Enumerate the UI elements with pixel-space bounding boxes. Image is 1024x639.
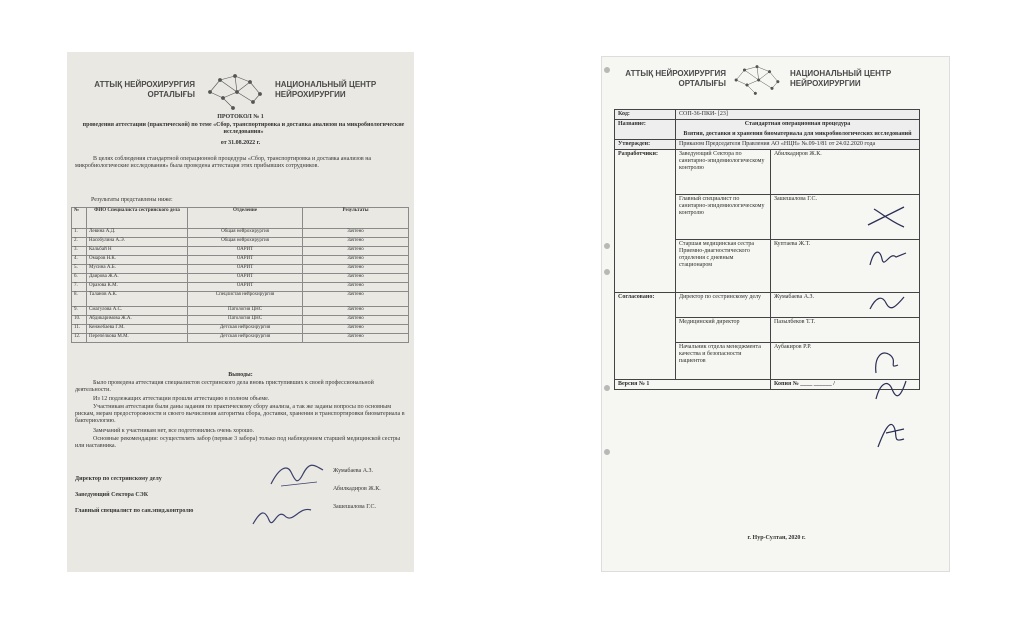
cell: Патология ЦНС [188, 316, 303, 325]
logo-ru-name: НАЦИОНАЛЬНЫЙ ЦЕНТР НЕЙРОХИРУРГИИ [275, 80, 377, 99]
developers-label: Разработчики: [615, 150, 676, 293]
cell: 12. [72, 334, 87, 343]
logo-kz-name: АТТЫҚ НЕЙРОХИРУРГИЯ ОРТАЛЫҒЫ [94, 80, 195, 99]
table-row [72, 256, 409, 265]
handwritten-signature [247, 500, 317, 530]
cell: 5. [72, 265, 87, 274]
network-brain-icon [732, 63, 782, 97]
developer-role: Старшая медицинская сестра Приемно-диагностического отделения с дневным стационаром [676, 240, 771, 293]
developer-role: Главный специалист по санитарно-эпидемиологическому контролю [676, 195, 771, 240]
cell: Детская нейрохирургия [188, 325, 303, 334]
cell: Зачтено [303, 256, 409, 265]
binder-hole [604, 269, 610, 275]
cell: 9. [72, 307, 87, 316]
attestation-protocol-document [67, 52, 414, 572]
binder-hole [604, 243, 610, 249]
cell: Таланов А.К. [87, 292, 188, 307]
signature-role: Заведующий Сектора СЭК [75, 492, 149, 498]
table-row [615, 140, 920, 150]
logo-kz-name: АТТЫҚ НЕЙРОХИРУРГИЯ ОРТАЛЫҒЫ [625, 69, 726, 88]
agreed-role: Начальник отдела менеджмента качества и безопасности пациентов [676, 343, 771, 380]
cell: Зачтено [303, 307, 409, 316]
cell: Оразова К.М. [87, 283, 188, 292]
signature-role: Главный специалист по сан.эпид.контролю [75, 508, 194, 514]
cell: ОАРИТ [188, 274, 303, 283]
cell: Даирова Ж.А. [87, 274, 188, 283]
cell: Зачтено [303, 265, 409, 274]
table-row [72, 325, 409, 334]
cell: 2. [72, 238, 87, 247]
cell: 4. [72, 256, 87, 265]
developer-name: Абилкадиров Ж.К. [771, 150, 920, 195]
name-value-line1: Стандартная операционная процедура [744, 121, 851, 127]
cell: 3. [72, 247, 87, 256]
handwritten-signature [868, 347, 908, 377]
cell: Насобулина А.Э. [87, 238, 188, 247]
cell: Патология ЦНС [188, 307, 303, 316]
developer-name: Зашешалова Г.С. [771, 195, 920, 240]
cell: Зачтено [303, 334, 409, 343]
sop-title-document [601, 56, 950, 572]
agreed-role: Медицинский директор [676, 318, 771, 343]
cell: ОАРИТ [188, 256, 303, 265]
cell: Зачтено [303, 316, 409, 325]
cell: ОАРИТ [188, 283, 303, 292]
table-row [615, 110, 920, 120]
handwritten-signature [864, 203, 910, 231]
name-label: Название: [615, 120, 676, 140]
cell: 8. [72, 292, 87, 307]
table-row [72, 316, 409, 325]
logo-header [602, 63, 949, 103]
agreed-name: Жумабаева А.З. [771, 293, 920, 318]
table-row [72, 274, 409, 283]
cell: Омаров Н.К. [87, 256, 188, 265]
copy-label: Копия № ____ ______ / [771, 380, 920, 390]
table-row [72, 229, 409, 238]
cell: Зачтено [303, 292, 409, 307]
table-row [72, 265, 409, 274]
agreed-role: Директор по сестринскому делу [676, 293, 771, 318]
protocol-intro: В целях соблюдения стандартной операционной процедуры «Сбор, транспортировка и доставка анализов на микробиологические исследования» была проведена аттестация этих прибывших сотрудников. [75, 156, 372, 169]
signature-name: Жумабаева А.З. [333, 468, 374, 474]
cell: 11. [72, 325, 87, 334]
table-row [72, 247, 409, 256]
cell: ОАРИТ [188, 247, 303, 256]
developer-role: Заведующий Сектора по санитарно-эпидемиологическому контролю [676, 150, 771, 195]
binder-hole [604, 449, 610, 455]
table-row [72, 307, 409, 316]
table-row [72, 292, 409, 307]
cell: Зачтено [303, 229, 409, 238]
cell: Общая нейрохирургия [188, 229, 303, 238]
cell: Перепёлкова М.М. [87, 334, 188, 343]
cell: Мусина А.Б. [87, 265, 188, 274]
cell: Детская нейрохирургия [188, 334, 303, 343]
agreed-label: Согласовано: [615, 293, 676, 380]
name-value-line2: Взятия, доставки и хранения биоматериала для микробиологических исследований [683, 131, 912, 137]
cell: 1. [72, 229, 87, 238]
signature-name: Абилкадиров Ж.К. [333, 486, 381, 492]
cell: 10. [72, 316, 87, 325]
cell: 6. [72, 274, 87, 283]
network-brain-icon [205, 72, 265, 112]
conclusions-title: Выводы: [228, 372, 253, 378]
table-header: Отделение [188, 208, 303, 229]
cell: Кальбай Н [87, 247, 188, 256]
cell: Зачтено [303, 274, 409, 283]
name-value [676, 120, 920, 140]
results-table [71, 207, 409, 343]
code-label: Код: [615, 110, 676, 120]
version-label: Версия № 1 [615, 380, 771, 390]
cell: Зачтено [303, 238, 409, 247]
table-row [72, 283, 409, 292]
cell: Зачтено [303, 283, 409, 292]
handwritten-signature [870, 375, 910, 405]
cell: Зачтено [303, 325, 409, 334]
handwritten-signature [864, 243, 910, 271]
conclusion-item: Участникам аттестации были даны задания по практическому сбору анализа, а так же заданы вопросы по основным рискам, мерам предосторожности и своего вычисления алгоритма сбора, доставки, хранения и транспортировки биоматериала в бактериологию. [75, 404, 405, 424]
cell: Левина А.Д. [87, 229, 188, 238]
cell: 7. [72, 283, 87, 292]
protocol-title: ПРОТОКОЛ № 1 [217, 114, 264, 120]
handwritten-signature [870, 413, 910, 453]
cell: ОАРИТ [188, 265, 303, 274]
table-row [72, 334, 409, 343]
table-row [615, 120, 920, 140]
conclusion-item: Было проведена аттестация специалистов сестринского дела вновь приступивших к своей профессиональной деятельности. [75, 380, 374, 393]
approved-label: Утвержден: [615, 140, 676, 150]
table-row [72, 238, 409, 247]
conclusion-item: Из 12 подлежащих аттестации прошли аттестацию в полном объеме. [93, 396, 270, 402]
cell: Зачтено [303, 247, 409, 256]
cell: Смагулова А.С. [87, 307, 188, 316]
developer-name: Куптаева Ж.Т. [771, 240, 920, 293]
city-year-footer: г. Нур-Султан, 2020 г. [747, 535, 806, 541]
logo-header [67, 72, 414, 112]
cell: Абдикаримова Ж.А. [87, 316, 188, 325]
signature-name: Зашешалова Г.С. [333, 504, 376, 510]
code-value: СОП-36-ПКИ- [23] [676, 110, 920, 120]
table-header: Результаты [303, 208, 409, 229]
protocol-subtitle: проведения аттестации (практической) по теме «Сбор, транспортировка и доставка анализов на микробиологические исследования» [82, 122, 405, 135]
approved-value: Приказом Председателя Правления АО «НЦН» №.09-1/81 от 24.02.2020 года [676, 140, 920, 150]
protocol-date: от 31.08.2022 г. [220, 140, 261, 146]
signature-role: Директор по сестринскому делу [75, 476, 162, 482]
binder-hole [604, 385, 610, 391]
handwritten-signature [267, 460, 327, 490]
table-header: ФИО Специалиста сестринского дела [87, 208, 188, 229]
cell: Кенжебаева Г.М. [87, 325, 188, 334]
agreed-name: Аубакиров Р.Р. [771, 343, 920, 380]
conclusion-item: Основные рекомендации: осуществлять забор (первые 3 забора) только под наблюдением старшей медицинской сестры или наставника. [75, 436, 400, 449]
table-header: № [72, 208, 87, 229]
handwritten-signature [864, 289, 910, 317]
cell: Спецлистая нейрохирургия [188, 292, 303, 307]
conclusion-item: Замечаний к участникам нет, все подготовились очень хорошо. [93, 428, 255, 434]
cell: Общая нейрохирургия [188, 238, 303, 247]
agreed-name: Пазылбеков Т.Т. [771, 318, 920, 343]
logo-ru-name: НАЦИОНАЛЬНЫЙ ЦЕНТР НЕЙРОХИРУРГИИ [790, 69, 892, 88]
table-row [615, 150, 920, 195]
results-label: Результаты представлены ниже: [91, 197, 173, 203]
